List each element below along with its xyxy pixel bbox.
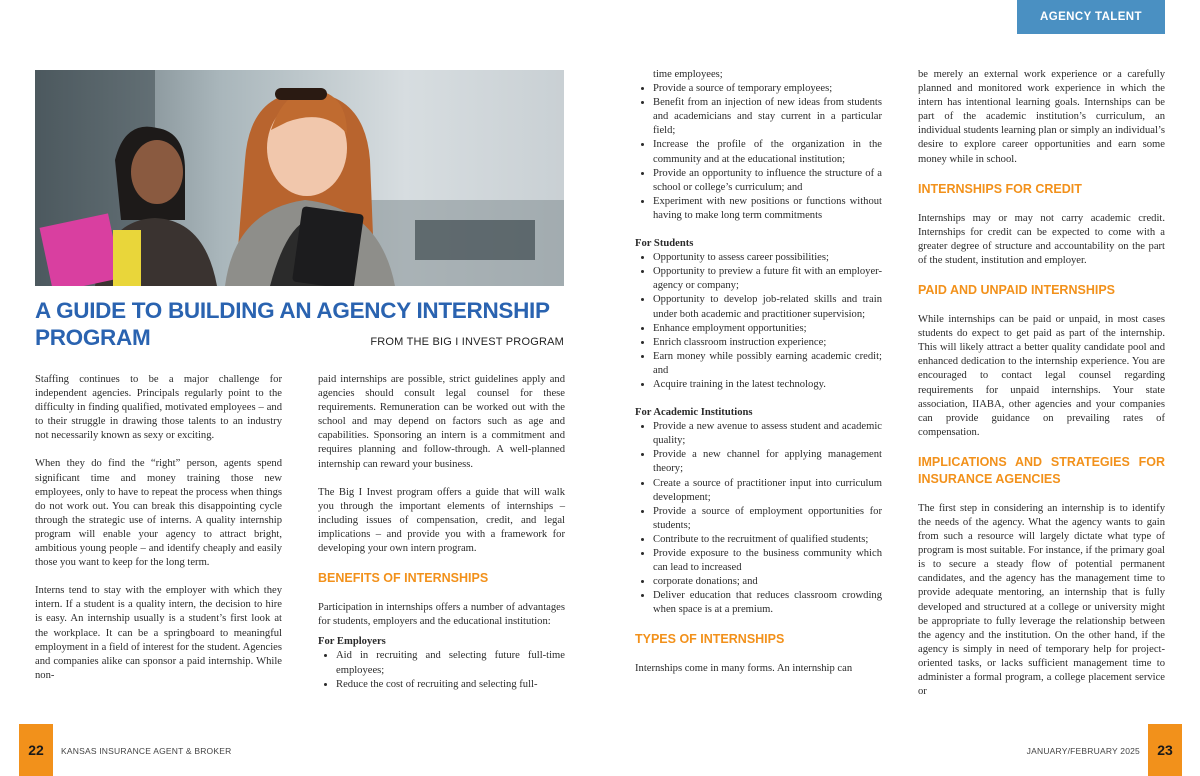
- subheading-employers: For Employers: [318, 636, 386, 648]
- column-1: [35, 373, 282, 697]
- page-number-left: 22: [19, 724, 53, 776]
- column-4: [918, 68, 1165, 713]
- article-photo: [35, 70, 564, 286]
- list-item: • Reduce the cost of recruiting and selecting full-: [336, 678, 565, 692]
- list-students: [635, 251, 882, 392]
- paragraph: paid internships are possible, strict guidelines apply and agencies should consult legal counsel for these requirements. Remuneration can be worked out with the school and may depend on factors such as age and capabilities. Sponsoring an intern is a commitment and requires planning and follow-through. A well-planned internship can reward your business.: [318, 374, 565, 470]
- paragraph: Staffing continues to be a major challenge for independent agencies. Principals regularly point to the difficulty in finding qualified, motivated employees – and to their struggle in drawing those talents to an industry not necessarily known as sexy or exciting.: [35, 374, 282, 442]
- list-item: • Opportunity to assess career possibilities;: [653, 251, 882, 265]
- subheading-academic: For Academic Institutions: [635, 407, 753, 419]
- section-tag: AGENCY TALENT: [1017, 0, 1165, 34]
- article-byline: FROM THE BIG I INVEST PROGRAM: [370, 336, 564, 348]
- list-item: • Provide a source of employment opportunities for students;: [653, 505, 882, 533]
- list-item: • Provide exposure to the business community which can lead to increased: [653, 547, 882, 575]
- paragraph: The first step in considering an internship is to identify the needs of the agency. What the agency wants to gain from such a resource will largely dictate what type of program is most suitable. For instance, if the primary goal is to secure a steady flow of potential permanent candidates, and the agency has the management time to provide adequate mentoring, an internship that is fully developed and structured at a college or university might be appropriate to fully leverage the relationship between the agency and the institution. On the other hand, if the agency is simply in need of temporary help for project-oriented tasks, or lacks sufficient management time to administer a formal program, a college placement service or: [918, 502, 1165, 698]
- article-title: A GUIDE TO BUILDING AN AGENCY INTERNSHIP PROGRAM: [35, 298, 550, 350]
- column-3: [635, 68, 882, 691]
- paragraph: be merely an external work experience or a carefully planned and monitored work experience in which the intern has intentional learning goals. Internships can be part of the academic institution’s curriculum, an individual students learning plan or simply an individual’s desire to explore career opportunities and earn some money while in school.: [918, 69, 1165, 165]
- list-item: • Provide an opportunity to influence the structure of a school or college’s curriculum; and: [653, 167, 882, 195]
- list-item: • Increase the profile of the organization in the community and at the educational institution;: [653, 138, 882, 166]
- paragraph: Internships come in many forms. An internship can: [635, 663, 853, 675]
- list-item: • Acquire training in the latest technology.: [653, 378, 882, 392]
- list-item: • corporate donations; and: [653, 575, 882, 589]
- list-continuation: time employees;: [653, 69, 723, 80]
- paragraph: Participation in internships offers a number of advantages for students, employers and the educational institution:: [318, 602, 565, 628]
- column-2: [318, 373, 565, 706]
- subheading-students: For Students: [635, 238, 694, 250]
- list-item: • Provide a new avenue to assess student and academic quality;: [653, 420, 882, 448]
- paragraph: While internships can be paid or unpaid, in most cases students do expect to get paid as part of the internship. This will likely attract a better quality candidate pool and enhanced dedication to the internship experience. You are encouraged to contact legal counsel regarding requirements for unpaid internships. Your state association, IIABA, other agencies and your companies can provide guidance on prevailing rates of compensation.: [918, 314, 1165, 438]
- list-item: • Provide a new channel for applying management theory;: [653, 448, 882, 476]
- list-item: • Benefit from an injection of new ideas from students and academicians and stay current in a particular field;: [653, 96, 882, 138]
- paragraph: Internships may or may not carry academic credit. Internships for credit can be expected to come with a greater degree of structure and accountability on the part of the student, institution and employer.: [918, 212, 1165, 266]
- publication-name: KANSAS INSURANCE AGENT & BROKER: [61, 746, 232, 756]
- list-item: • Opportunity to develop job-related skills and train under both academic and practitioner supervision;: [653, 293, 882, 321]
- paragraph: Interns tend to stay with the employer with which they intern. If a student is a quality intern, the decision to hire is easy. An internship usually is a student’s first look at the workplace. It can be a springboard to meaningful employment in a field of interest for the student. Agencies and companies alike can sponsor a paid internship. While non-: [35, 585, 282, 681]
- page-number-right: 23: [1148, 724, 1182, 776]
- list-item: • Experiment with new positions or functions without having to make long term commitments: [653, 195, 882, 223]
- list-item: • Contribute to the recruitment of qualified students;: [653, 533, 882, 547]
- list-employers-cont: [635, 82, 882, 223]
- section-heading-credit: INTERNSHIPS FOR CREDIT: [918, 181, 1082, 196]
- list-employers: [318, 649, 565, 691]
- issue-date: JANUARY/FEBRUARY 2025: [1026, 746, 1140, 756]
- paragraph: When they do find the “right” person, agents spend significant time and money training those new employees, only to have to repeat the process when things do not work out. You can break this disappointing cycle through the strategic use of interns. A quality internship program will enable your agency to attract bright, ambitious young people – and identify cheaply and easily those you want to keep for the long term.: [35, 458, 282, 569]
- list-item: • Create a source of practitioner input into curriculum development;: [653, 477, 882, 505]
- section-heading-types: TYPES OF INTERNSHIPS: [635, 632, 785, 647]
- list-item: • Enrich classroom instruction experience;: [653, 336, 882, 350]
- list-item: • Provide a source of temporary employees;: [653, 82, 882, 96]
- list-item: • Aid in recruiting and selecting future full-time employees;: [336, 649, 565, 677]
- list-item: • Deliver education that reduces classroom crowding when space is at a premium.: [653, 589, 882, 617]
- list-academic: [635, 420, 882, 617]
- list-item: • Opportunity to preview a future fit with an employer- agency or company;: [653, 265, 882, 293]
- section-heading-implications: IMPLICATIONS AND STRATEGIES FOR INSURANCE AGENCIES: [918, 454, 1165, 486]
- section-heading-paid: PAID AND UNPAID INTERNSHIPS: [918, 283, 1116, 298]
- list-item: • Enhance employment opportunities;: [653, 322, 882, 336]
- section-heading-benefits: BENEFITS OF INTERNSHIPS: [318, 571, 489, 586]
- paragraph: The Big I Invest program offers a guide that will walk you through the important elements of internships – including issues of compensation, credit, and legal implications – and provide you with a framework for developing your own intern program.: [318, 486, 565, 555]
- list-item: • Earn money while possibly earning academic credit; and: [653, 350, 882, 378]
